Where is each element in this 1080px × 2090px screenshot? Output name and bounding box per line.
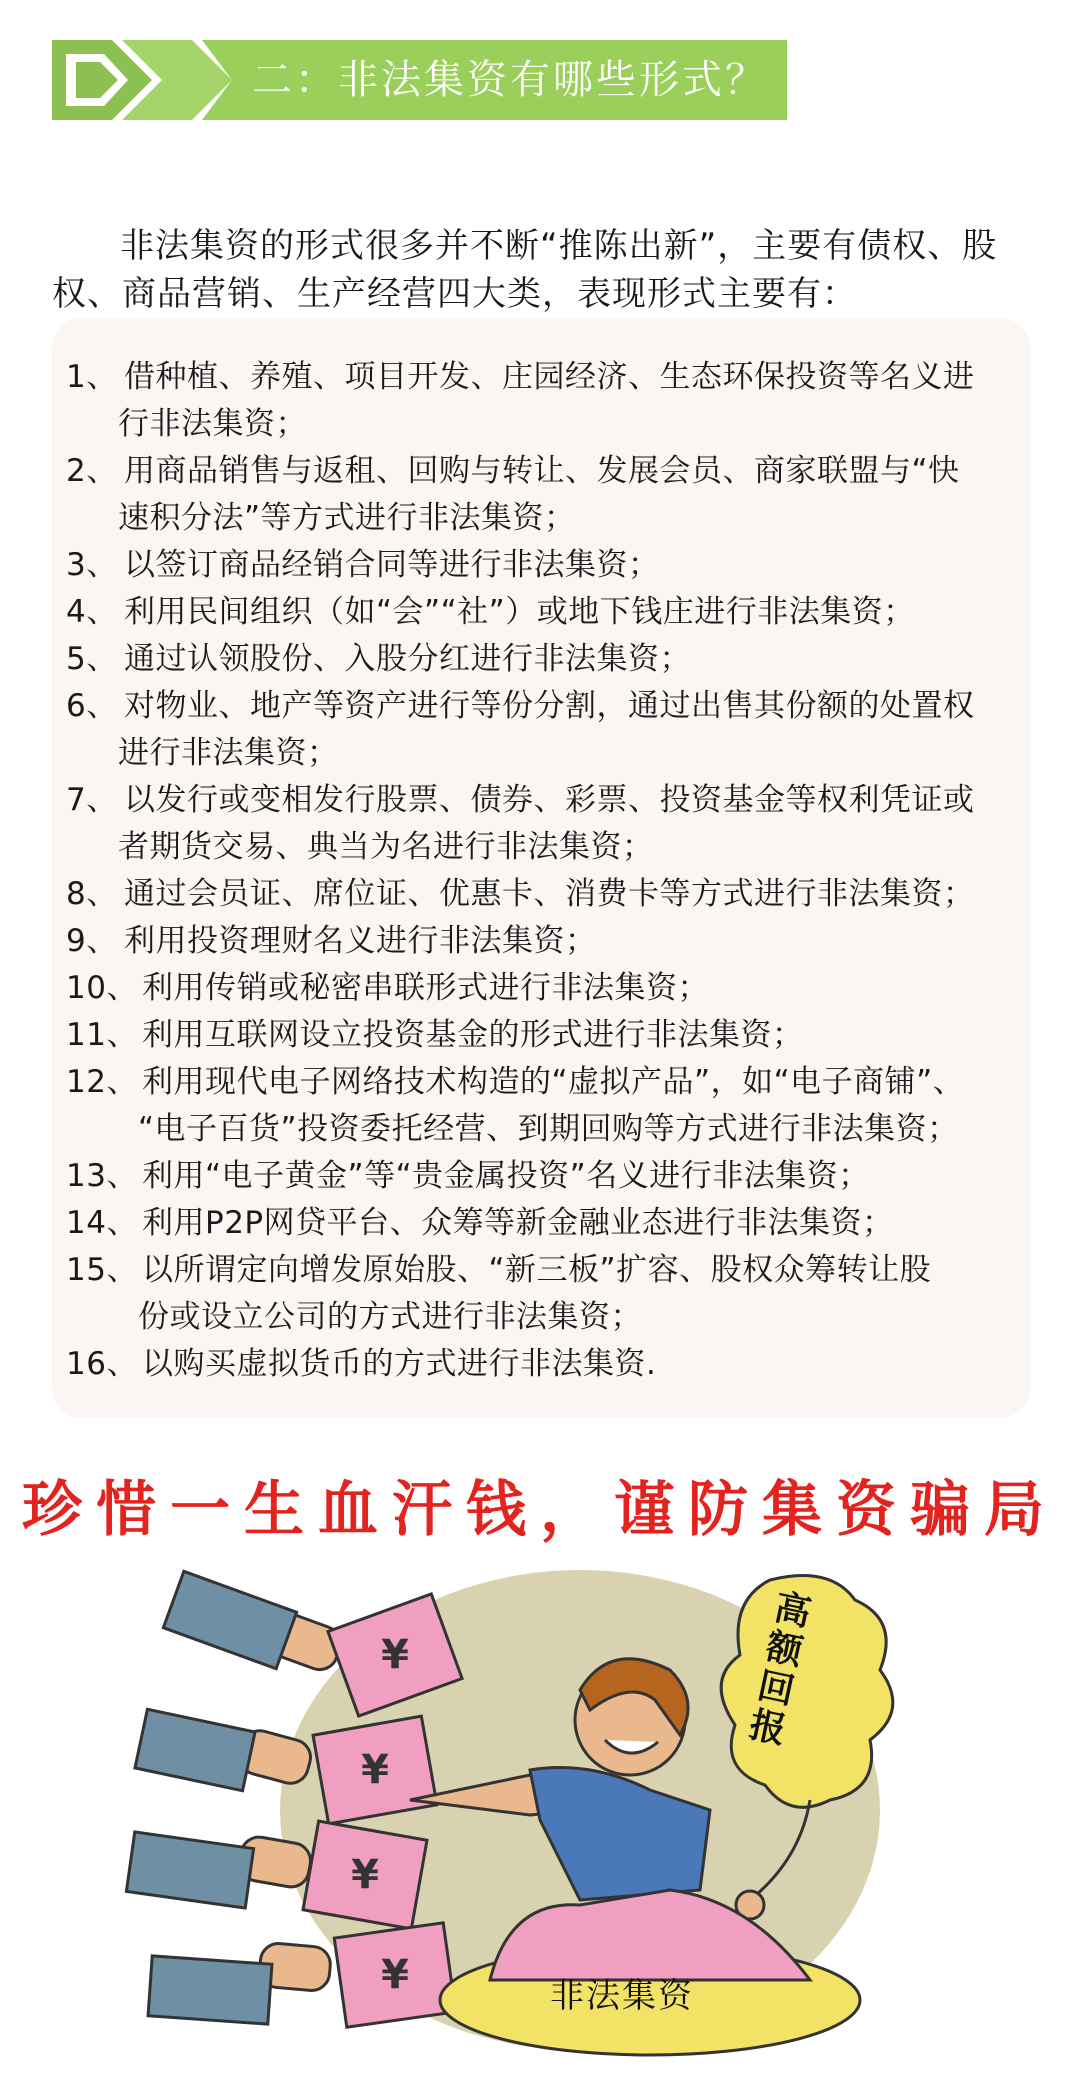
balloon-label: 高额回报 <box>745 1587 815 1752</box>
svg-text:¥: ¥ <box>381 1632 409 1678</box>
base-label: 非法集资 <box>550 1976 694 2016</box>
svg-text:¥: ¥ <box>361 1747 389 1793</box>
list-item: 6、 对物业、地产等资产进行等份分割，通过出售其份额的处置权 进行非法集资； <box>66 688 975 771</box>
forms-list-panel <box>52 318 1030 1418</box>
page-title: 二：非法集资有哪些形式？ <box>252 57 768 103</box>
list-item: 11、 利用互联网设立投资基金的形式进行非法集资； <box>66 1017 804 1053</box>
cartoon-illustration <box>110 1560 1010 2080</box>
warning-slogan: 珍惜一生血汗钱，谨防集资骗局 <box>22 1475 1058 1545</box>
list-item: 7、 以发行或变相发行股票、债券、彩票、投资基金等权利凭证或 者期货交易、典当为名进行非法集资； <box>66 782 975 865</box>
list-item: 10、 利用传销或秘密串联形式进行非法集资； <box>66 970 709 1006</box>
list-item: 1、 借种植、养殖、项目开发、庄园经济、生态环保投资等名义进 行非法集资； <box>66 359 975 442</box>
section-header <box>52 40 787 120</box>
list-item: 12、 利用现代电子网络技术构造的“虚拟产品”，如“电子商铺”、 “电子百货”投资委托经营、到期回购等方式进行非法集资； <box>66 1064 965 1147</box>
list-item: 3、 以签订商品经销合同等进行非法集资； <box>66 547 660 583</box>
intro-paragraph: 非法集资的形式很多并不断“推陈出新”，主要有债权、股权、商品营销、生产经营四大类，表现形式主要有： <box>52 226 998 314</box>
list-item: 14、 利用P2P网贷平台、众筹等新金融业态进行非法集资； <box>66 1205 894 1241</box>
list-item: 15、 以所谓定向增发原始股、“新三板”扩容、股权众筹转让股 份或设立公司的方式进行非法集资； <box>66 1252 932 1335</box>
svg-text:¥: ¥ <box>381 1952 409 1998</box>
list-item: 4、 利用民间组织（如“会”“社”）或地下钱庄进行非法集资； <box>66 594 915 630</box>
svg-text:¥: ¥ <box>351 1852 379 1898</box>
list-item: 5、 通过认领股份、入股分红进行非法集资； <box>66 641 691 677</box>
forms-list <box>66 354 1016 1388</box>
list-item: 13、 利用“电子黄金”等“贵金属投资”名义进行非法集资； <box>66 1158 870 1194</box>
list-item: 9、 利用投资理财名义进行非法集资； <box>66 923 597 959</box>
list-item: 8、 通过会员证、席位证、优惠卡、消费卡等方式进行非法集资； <box>66 876 975 912</box>
list-item: 16、 以购买虚拟货币的方式进行非法集资. <box>66 1346 657 1382</box>
list-item: 2、 用商品销售与返租、回购与转让、发展会员、商家联盟与“快 速积分法”等方式进行非法集资； <box>66 453 960 536</box>
